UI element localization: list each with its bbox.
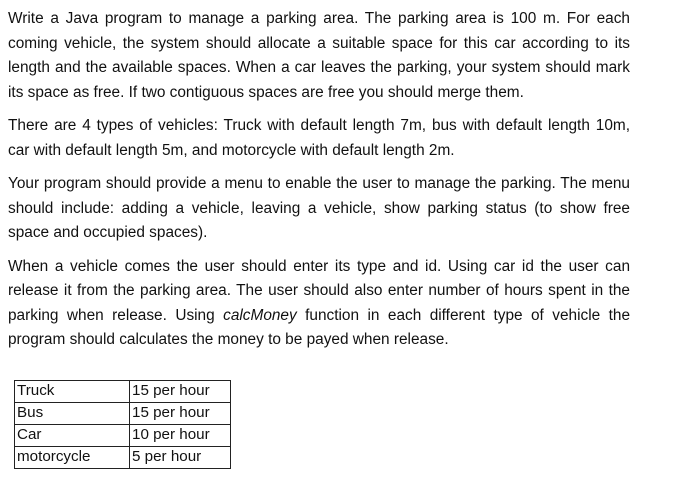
paragraph-release-text-before: When a vehicle comes the user should enter its type and id. Using car id the user can release it from the parking area. The user should also enter number of hours spent in the parking when release. Using xyxy=(8,257,630,324)
vehicle-type-cell: Car xyxy=(15,425,130,447)
vehicle-type-cell: Bus xyxy=(15,403,130,425)
table-row xyxy=(15,403,231,425)
vehicle-type-cell: motorcycle xyxy=(15,447,130,469)
document-body xyxy=(8,7,630,353)
table-row xyxy=(15,381,231,403)
paragraph-intro: Write a Java program to manage a parking area. The parking area is 100 m. For each coming vehicle, the system should allocate a suitable space for this car according to its length and the available spaces. When a car leaves the parking, your system should mark its space as free. If two contiguous spaces are free you should merge them. xyxy=(8,10,630,101)
paragraph-menu: Your program should provide a menu to enable the user to manage the parking. The menu should include: adding a vehicle, leaving a vehicle, show parking status (to show free space and occupied spaces). xyxy=(8,175,630,241)
table-row xyxy=(15,447,231,469)
paragraph-release-text-after: function in each different type of vehicle the program should calculates the money to be payed when release. xyxy=(8,306,631,348)
rate-cell: 15 per hour xyxy=(130,381,231,403)
vehicle-type-cell: Truck xyxy=(15,381,130,403)
paragraph-vehicle-types: There are 4 types of vehicles: Truck with default length 7m, bus with default length 10m, car with default length 5m, and motorcycle with default length 2m. xyxy=(8,117,630,159)
rate-cell: 5 per hour xyxy=(130,447,231,469)
calcmoney-function-name: calcMoney xyxy=(223,306,297,324)
rate-table xyxy=(14,380,231,469)
table-row xyxy=(15,425,231,447)
rate-cell: 15 per hour xyxy=(130,403,231,425)
paragraph-release xyxy=(8,255,630,353)
rate-cell: 10 per hour xyxy=(130,425,231,447)
